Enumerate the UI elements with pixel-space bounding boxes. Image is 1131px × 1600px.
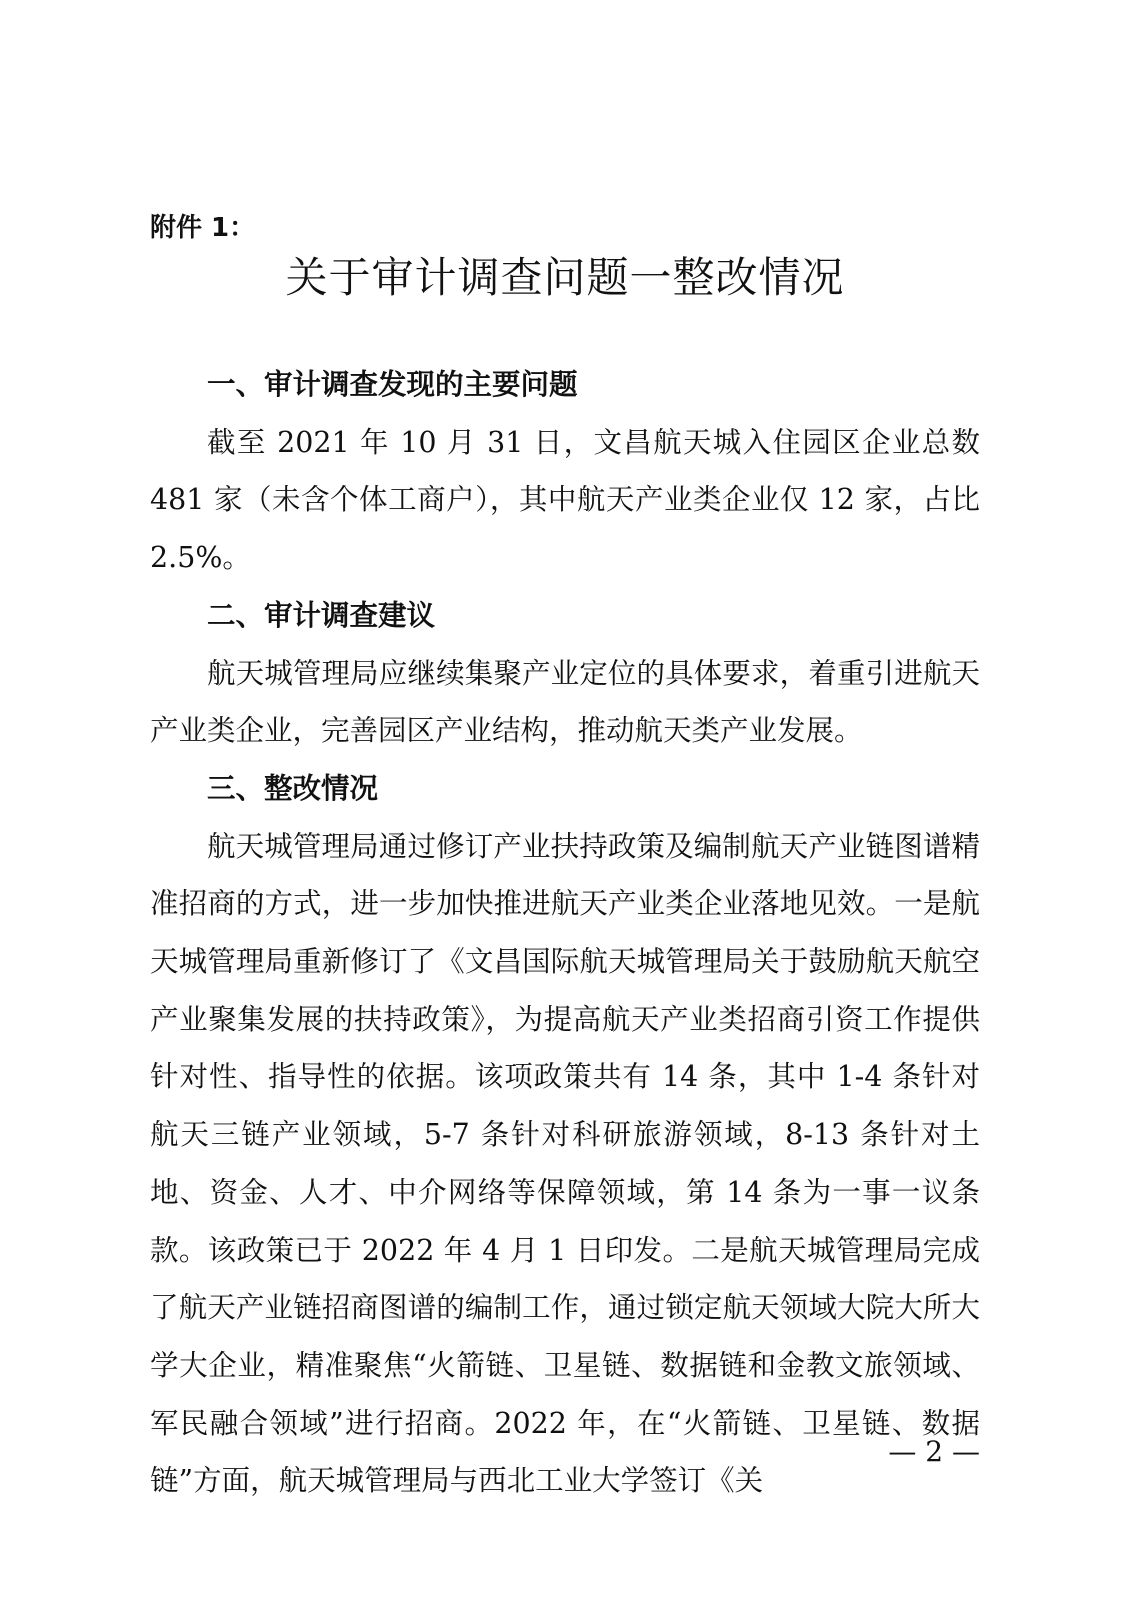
section-heading-2: 二、审计调查建议 xyxy=(207,598,436,632)
section-1-paragraph: 截至 2021 年 10 月 31 日，文昌航天城入住园区企业总数 481 家（未含个体工商户），其中航天产业类企业仅 12 家，占比 2.5%。 xyxy=(150,425,980,575)
section-3-paragraph: 航天城管理局通过修订产业扶持政策及编制航天产业链图谱精准招商的方式，进一步加快推进航天产业类企业落地见效。一是航天城管理局重新修订了《文昌国际航天城管理局关于鼓励航天航空产业聚集发展的扶持政策》，为提高航天产业类招商引资工作提供针对性、指导性的依据。该项政策共有 14 条，其中 1-4 条针对航天三链产业领域，5-7 条针对科研旅游领域，8-13 条针对土地、资金、人才、中介网络等保障领域，第 14 条为一事一议条款。该政策已于 2022 年 4 月 1 日印发。二是航天城管理局完成了航天产业链招商图谱的编制工作，通过锁定航天领域大院大所大学大企业，精准聚焦“火箭链、卫星链、数据链和金教文旅领域、军民融合领域”进行招商。2022 年，在“火箭链、卫星链、数据链”方面，航天城管理局与西北工业大学签订《关 xyxy=(150,829,980,1498)
attachment-label: 附件 1： xyxy=(150,213,256,243)
document-body xyxy=(150,356,980,1510)
document-title: 关于审计调查问题一整改情况 xyxy=(285,253,845,302)
section-heading-1: 一、审计调查发现的主要问题 xyxy=(207,368,578,401)
page-number: — 2 — xyxy=(888,1435,980,1468)
section-heading-3: 三、整改情况 xyxy=(207,771,379,805)
section-2-paragraph: 航天城管理局应继续集聚产业定位的具体要求，着重引进航天产业类企业，完善园区产业结构，推动航天类产业发展。 xyxy=(150,656,980,748)
